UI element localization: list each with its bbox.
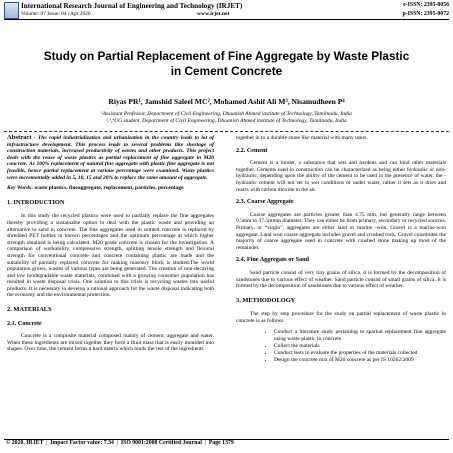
left-column (7, 135, 214, 358)
journal-title: International Research Journal of Engineering and Technology (IRJET) (21, 2, 243, 10)
paper-title (10, 49, 443, 79)
affiliation-1: ¹Assistant Professor, Department of Civil Engineering, Dhaanish Ahmed institute of Technology, Tamilnadu, India (101, 111, 352, 117)
intro-paragraph: In this study the recycled plastics were used to partially replace the fine aggregates thereby providing a sustainable option to deal with the plastic waste and providing an alternative to sand in concrete. The fine aggregates used in cement concrete is replaced by shredded PET bottles in known percentages and the optimum percentage at which higher strength obtained is being calculated. M20 grade concrete is chosen for the investigation. A comparison of workability, compressive strength, splitting tensile strength and flexural strength for conventional concrete and concrete containing plastic are made and the suitability of partially replaced concrete for making masonry block is studied.The world population grows, wastes of various types are being generated. The creation of non-decaying and low biodegradable waste materials, combined with a growing consumer population has resulted in waste disposal crisis. One solution to this crisis is recycling wastes into useful products. It is necessary to develop a rational approach for the waste disposal indicating both the economy and the environmental protection. (7, 213, 214, 299)
methodology-step: • Conduct a literature study pertaining to spartial replacement fine aggregate using waste plastic in concrete. (274, 329, 446, 342)
abstract-text: - The rapid industrialization and urbanization in the country leads to lot of infrastructure development. This process leads to several problems like shortage of construction materials, increased productivity of wastes and other products. This project deals with the reuse of waste plastics as partial replacement of fine aggregate in M20 concrete. As 100% replacement of natural fine aggregate with plastic fine aggregate is not feasible, hence partial replacement at various percentage were examined. Waste plastics were incrementally added in 5, 10, 15 and 20% to replace the same amount of aggregate. (7, 135, 214, 181)
e-issn: e-ISSN: 2395-0056 (403, 2, 449, 8)
keywords-label: Key Words (7, 185, 32, 192)
concrete-heading: 2.1. Concrete (7, 319, 42, 327)
methodology-paragraph: The step by step procedure for the study on partial replacement of waste plastic in concrete is as follows (236, 311, 446, 324)
iso-certification: ISO 9001:2008 Certified Journal (120, 440, 202, 446)
journal-footer (6, 440, 234, 446)
methodology-step: • Design the concrete mix of M20 concrete as per IS 10262:2009 (274, 357, 446, 364)
journal-header (4, 2, 449, 19)
paper-title-line-1: Study on Partial Replacement of Fine Aggregate by Waste Plastic (43, 49, 410, 63)
journal-website-link[interactable]: www.irjet.net (197, 10, 230, 17)
keywords-text: : waste plastics, fineaggregate, replacement, particles, percentage (31, 185, 184, 192)
methodology-steps (236, 329, 446, 363)
copyright: © 2020, IRJET (6, 440, 44, 446)
abstract-label: Abstract (7, 134, 32, 141)
fine-aggregate-paragraph: Sand particle consist of very tiny grains of silica, it is formed by the decomposition of sandstones due to various effect of weather. Sand particle consist of small grains of silica. It is formed by the decomposition of sandstones due to various effect of weather. (236, 269, 446, 290)
concrete-paragraph: Concrete is a composite material composed mainly of cement, aggregate and water. When these ingredients are mixed together they form a fluid mass that is easily moulded into shapes. Over time, the cement forms a hard matrix which binds the rest of the ingredients (7, 333, 214, 353)
methodology-heading: 3. METHODOLOGY (236, 296, 296, 304)
affiliation-2: ²,³,⁴UG student, Department of Civil Engineering, Dhaanish Ahmed institute of Technology, Tamilnadu, India (106, 118, 347, 125)
paper-title-line-2: in Cement Concrete (170, 64, 283, 78)
intro-heading: 1. INTRODUCTION (7, 198, 65, 206)
right-column (236, 135, 446, 364)
concrete-paragraph-continued: together in to a durable stone like material with many users. (236, 135, 368, 141)
methodology-step: • Collect the materials (274, 343, 446, 350)
header-rule (4, 19, 449, 20)
footer-separator: | (203, 440, 208, 446)
coarse-aggregate-paragraph: Coarse aggregates are particles greater than 4.75 mm. but generally range between 9.5mm to 37.5mmin diameter. They can either be from primary, secondary or recycled sources. Primary, or “virgin”, aggregates are either land or marine -won. Gravel is a marine-won aggregate. Land won coarse aggregate includes gravel and crushed rock. Gravel constitutes the majority of coarse aggregate used in concrete with crushed stone making up most of the remainder. (236, 211, 446, 251)
footer-separator: | (44, 440, 49, 446)
methodology-step: • Conduct tests to evaluate the properties of the materials collected (274, 350, 446, 357)
abstract (7, 135, 214, 181)
fine-aggregate-heading: 2.4. Fine Aggregate or Sand (236, 256, 309, 264)
keywords (7, 185, 214, 192)
materials-heading: 2. MATERIALS (7, 306, 52, 314)
author-list: Riyas PR¹, Jamshid Saleel MC², Mohamed Ashif Ali M³, Nisamudheen P⁴ (108, 97, 345, 106)
cement-heading: 2.2. Cement (236, 146, 268, 154)
coarse-aggregate-heading: 2.3. Coarse Aggregate (236, 198, 294, 206)
page-number: Page 1379 (208, 440, 234, 446)
cement-paragraph: Cement is a binder, a substance that sets and hardens and can bind other materials together. Cements used in construction can be characterized as being either hydraulic or non-hydraulic, depending upon the ability of the cement to be used in the presence of water. the - hydraulic cement will not set in wet conditions or under water, rather it sets as it dries and reacts with carbon dioxide in the air. (236, 160, 446, 193)
footer-separator: | (115, 440, 120, 446)
impact-factor: Impact Factor value: 7.34 (50, 440, 114, 446)
p-issn: p-ISSN: 2395-0072 (402, 10, 449, 17)
volume-issue: Volume: 07 Issue: 04 | Apr 2020 (21, 10, 91, 17)
irjet-logo (4, 2, 19, 19)
section-divider (4, 131, 449, 132)
affiliations (10, 111, 443, 126)
